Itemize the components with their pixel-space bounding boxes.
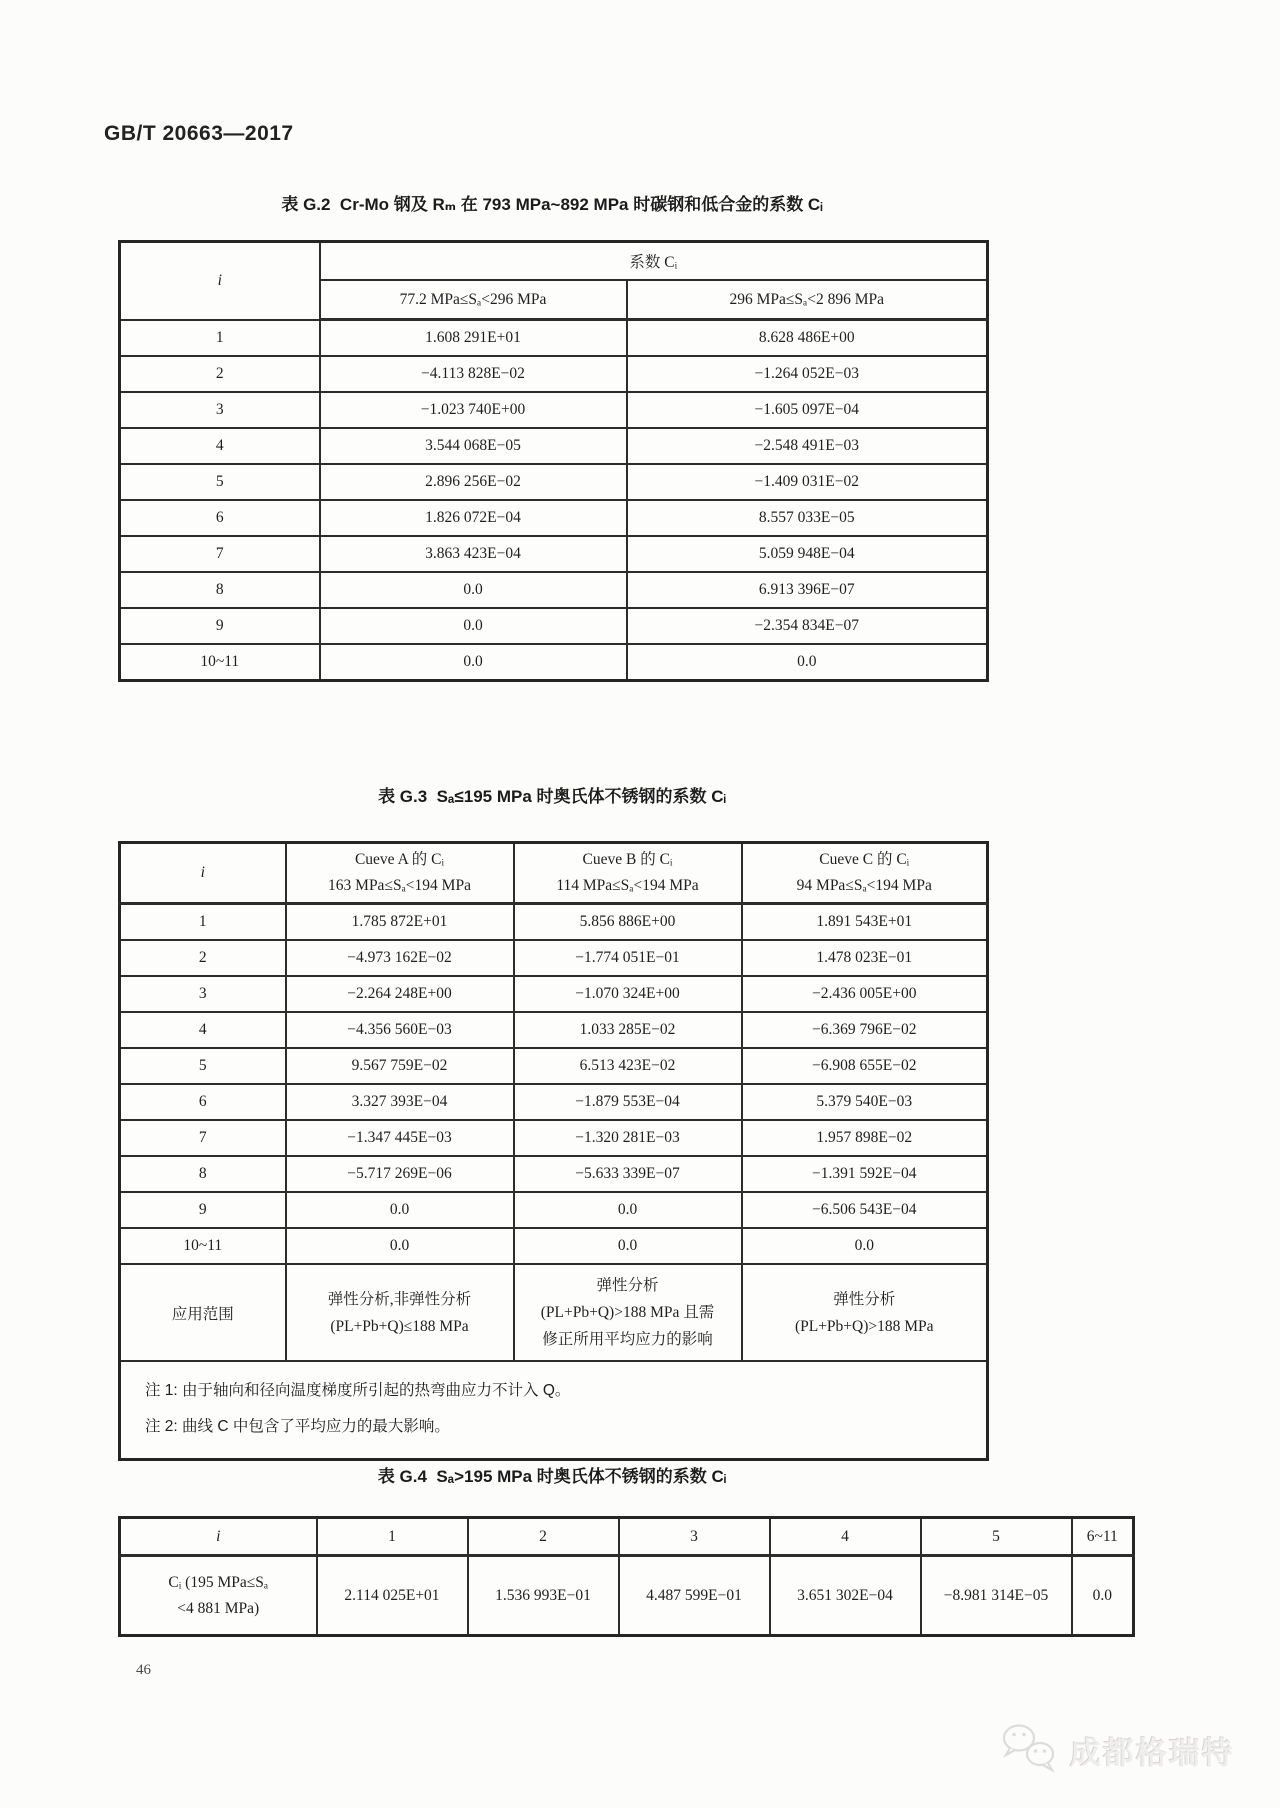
value-cell: 0.0	[627, 644, 988, 681]
table-g4	[118, 1516, 1135, 1637]
g2-group-header: 系数 Cᵢ	[320, 242, 988, 281]
table-row	[120, 1120, 988, 1156]
wechat-logo-icon	[1000, 1722, 1062, 1779]
g4-value-5: −8.981 314E−05	[921, 1556, 1072, 1636]
g4-row-label-line1: Cᵢ (195 MPa≤Sₐ	[168, 1573, 269, 1591]
g3-scope-b-line2: (PL+Pb+Q)>188 MPa 且需	[540, 1304, 715, 1321]
row-index-cell: 5	[120, 1048, 286, 1084]
g3-note-1: 注 1: 由于轴向和径向温度梯度所引起的热弯曲应力不计入 Q。	[145, 1382, 571, 1399]
value-cell: −4.973 162E−02	[286, 940, 514, 976]
table-g3-title: 表 G.3 Sₐ≤195 MPa 时奥氏体不锈钢的系数 Cᵢ	[378, 787, 726, 806]
g2-range-b-header: 296 MPa≤Sₐ<2 896 MPa	[627, 280, 988, 320]
value-cell: 9.567 759E−02	[286, 1048, 514, 1084]
row-index-cell: 4	[120, 1012, 286, 1048]
g3-header-row	[120, 843, 988, 904]
table-row	[120, 1156, 988, 1192]
g4-value-2: 1.536 993E−01	[468, 1556, 619, 1636]
g3-note-2: 注 2: 曲线 C 中包含了平均应力的最大影响。	[145, 1418, 450, 1435]
value-cell: 1.033 285E−02	[514, 1012, 742, 1048]
value-cell: 1.957 898E−02	[742, 1120, 988, 1156]
value-cell: −5.633 339E−07	[514, 1156, 742, 1192]
row-index-cell: 3	[120, 976, 286, 1012]
g3-curve-b-header	[514, 843, 742, 904]
row-index-cell: 8	[120, 1156, 286, 1192]
value-cell: 0.0	[742, 1228, 988, 1264]
value-cell: 0.0	[320, 572, 627, 608]
value-cell: −2.436 005E+00	[742, 976, 988, 1012]
g3-notes-cell	[120, 1361, 988, 1460]
row-index-cell: 1	[120, 320, 320, 357]
g4-content	[120, 1518, 1134, 1636]
table-row	[120, 976, 988, 1012]
g3-scope-a-line2: (PL+Pb+Q)≤188 MPa	[330, 1317, 469, 1335]
g3-curve-c-title: Cueve C 的 Cᵢ	[819, 851, 910, 868]
row-index-cell: 8	[120, 572, 320, 608]
g3-curve-c-header	[742, 843, 988, 904]
g4-row-label	[120, 1556, 317, 1636]
page-number: 46	[136, 1662, 151, 1678]
value-cell: −2.264 248E+00	[286, 976, 514, 1012]
g4-row-label-line2: <4 881 MPa)	[177, 1599, 260, 1617]
row-index-cell: 10~11	[120, 1228, 286, 1264]
value-cell: 2.896 256E−02	[320, 464, 627, 500]
g3-header	[120, 843, 988, 904]
row-index-cell: 4	[120, 428, 320, 464]
g3-scope-c-line2: (PL+Pb+Q)>188 MPa	[794, 1317, 934, 1335]
table-row	[120, 428, 988, 464]
g4-value-6-11: 0.0	[1072, 1556, 1134, 1636]
g4-value-1: 2.114 025E+01	[317, 1556, 468, 1636]
value-cell: 8.557 033E−05	[627, 500, 988, 536]
value-cell: 5.856 886E+00	[514, 904, 742, 941]
value-cell: 5.379 540E−03	[742, 1084, 988, 1120]
value-cell: −1.879 553E−04	[514, 1084, 742, 1120]
value-cell: 5.059 948E−04	[627, 536, 988, 572]
g3-curve-c-range: 94 MPa≤Sₐ<194 MPa	[796, 877, 932, 894]
table-row	[120, 464, 988, 500]
table-row	[120, 1012, 988, 1048]
table-row	[120, 940, 988, 976]
g2-range-a-header: 77.2 MPa≤Sₐ<296 MPa	[320, 280, 627, 320]
value-cell: −1.409 031E−02	[627, 464, 988, 500]
row-index-cell: 6	[120, 500, 320, 536]
value-cell: 6.513 423E−02	[514, 1048, 742, 1084]
g4-header-row	[120, 1518, 1134, 1556]
row-index-cell: 3	[120, 392, 320, 428]
g2-col-i-header: i	[120, 242, 320, 320]
g3-scope-a-line1: 弹性分析,非弹性分析	[327, 1290, 472, 1308]
table-g4-title: 表 G.4 Sₐ>195 MPa 时奥氏体不锈钢的系数 Cᵢ	[377, 1467, 727, 1486]
value-cell: 1.891 543E+01	[742, 904, 988, 941]
g4-value-4: 3.651 302E−04	[770, 1556, 921, 1636]
g4-header-4: 4	[770, 1518, 921, 1556]
g2-group-header-row	[120, 242, 988, 281]
table-g3	[118, 841, 989, 1461]
g3-curve-a-header	[286, 843, 514, 904]
g4-header-5: 5	[921, 1518, 1072, 1556]
g3-footer	[120, 1264, 988, 1460]
table-row	[120, 644, 988, 681]
g4-header-6-11: 6~11	[1072, 1518, 1134, 1556]
value-cell: −1.774 051E−01	[514, 940, 742, 976]
g3-curve-a-title: Cueve A 的 Cᵢ	[354, 851, 445, 868]
g4-value-3: 4.487 599E−01	[619, 1556, 770, 1636]
g2-body	[120, 320, 988, 681]
table-g2-title: 表 G.2 Cr-Mo 钢及 Rₘ 在 793 MPa~892 MPa 时碳钢和低合金的系数 Cᵢ	[281, 195, 823, 214]
table-row	[120, 320, 988, 357]
table-row	[120, 500, 988, 536]
value-cell: −1.320 281E−03	[514, 1120, 742, 1156]
table-row	[120, 1228, 988, 1264]
row-index-cell: 2	[120, 940, 286, 976]
value-cell: 8.628 486E+00	[627, 320, 988, 357]
row-index-cell: 10~11	[120, 644, 320, 681]
g4-header-1: 1	[317, 1518, 468, 1556]
value-cell: −2.354 834E−07	[627, 608, 988, 644]
table-row	[120, 1048, 988, 1084]
g3-scope-b-line3: 修正所用平均应力的影响	[542, 1331, 713, 1348]
row-index-cell: 1	[120, 904, 286, 941]
table-row	[120, 1084, 988, 1120]
g3-curve-a-range: 163 MPa≤Sₐ<194 MPa	[328, 877, 471, 894]
value-cell: 6.913 396E−07	[627, 572, 988, 608]
value-cell: −1.605 097E−04	[627, 392, 988, 428]
value-cell: 1.608 291E+01	[320, 320, 627, 357]
g3-scope-curve-a	[286, 1264, 514, 1361]
table-g2	[118, 240, 989, 682]
value-cell: −2.548 491E−03	[627, 428, 988, 464]
row-index-cell: 9	[120, 608, 320, 644]
table-row	[120, 536, 988, 572]
value-cell: 0.0	[514, 1228, 742, 1264]
g4-header-3: 3	[619, 1518, 770, 1556]
watermark	[1000, 1722, 1235, 1779]
value-cell: 3.544 068E−05	[320, 428, 627, 464]
value-cell: 0.0	[286, 1228, 514, 1264]
value-cell: 3.863 423E−04	[320, 536, 627, 572]
g3-scope-label: 应用范围	[120, 1264, 286, 1361]
row-index-cell: 5	[120, 464, 320, 500]
g4-header-2: 2	[468, 1518, 619, 1556]
row-index-cell: 7	[120, 536, 320, 572]
g4-data-row	[120, 1556, 1134, 1636]
value-cell: −5.717 269E−06	[286, 1156, 514, 1192]
g3-scope-row	[120, 1264, 988, 1361]
g3-scope-curve-b	[514, 1264, 742, 1361]
value-cell: −4.113 828E−02	[320, 356, 627, 392]
value-cell: −1.023 740E+00	[320, 392, 627, 428]
g3-curve-b-range: 114 MPa≤Sₐ<194 MPa	[556, 877, 699, 894]
value-cell: 1.478 023E−01	[742, 940, 988, 976]
row-index-cell: 6	[120, 1084, 286, 1120]
table-row	[120, 392, 988, 428]
table-row	[120, 1192, 988, 1228]
value-cell: 0.0	[320, 608, 627, 644]
watermark-text: 成都格瑞特	[1070, 1736, 1235, 1771]
table-row	[120, 356, 988, 392]
g4-header-i: i	[120, 1518, 317, 1556]
value-cell: −6.369 796E−02	[742, 1012, 988, 1048]
value-cell: 0.0	[514, 1192, 742, 1228]
row-index-cell: 9	[120, 1192, 286, 1228]
g3-notes-row	[120, 1361, 988, 1460]
value-cell: −6.506 543E−04	[742, 1192, 988, 1228]
g2-header	[120, 242, 988, 320]
value-cell: 0.0	[320, 644, 627, 681]
g3-scope-b-line1: 弹性分析	[596, 1277, 659, 1294]
value-cell: −1.391 592E−04	[742, 1156, 988, 1192]
g3-scope-c-line1: 弹性分析	[833, 1290, 896, 1308]
value-cell: −1.264 052E−03	[627, 356, 988, 392]
table-row	[120, 572, 988, 608]
row-index-cell: 2	[120, 356, 320, 392]
value-cell: 0.0	[286, 1192, 514, 1228]
value-cell: 1.785 872E+01	[286, 904, 514, 941]
table-row	[120, 904, 988, 941]
g3-body	[120, 904, 988, 1265]
value-cell: −4.356 560E−03	[286, 1012, 514, 1048]
value-cell: −6.908 655E−02	[742, 1048, 988, 1084]
value-cell: −1.347 445E−03	[286, 1120, 514, 1156]
value-cell: −1.070 324E+00	[514, 976, 742, 1012]
g3-scope-curve-c	[742, 1264, 988, 1361]
value-cell: 1.826 072E−04	[320, 500, 627, 536]
table-row	[120, 608, 988, 644]
standard-number: GB/T 20663—2017	[104, 122, 294, 145]
row-index-cell: 7	[120, 1120, 286, 1156]
g3-col-i-header: i	[120, 843, 286, 904]
value-cell: 3.327 393E−04	[286, 1084, 514, 1120]
g3-curve-b-title: Cueve B 的 Cᵢ	[582, 851, 673, 868]
